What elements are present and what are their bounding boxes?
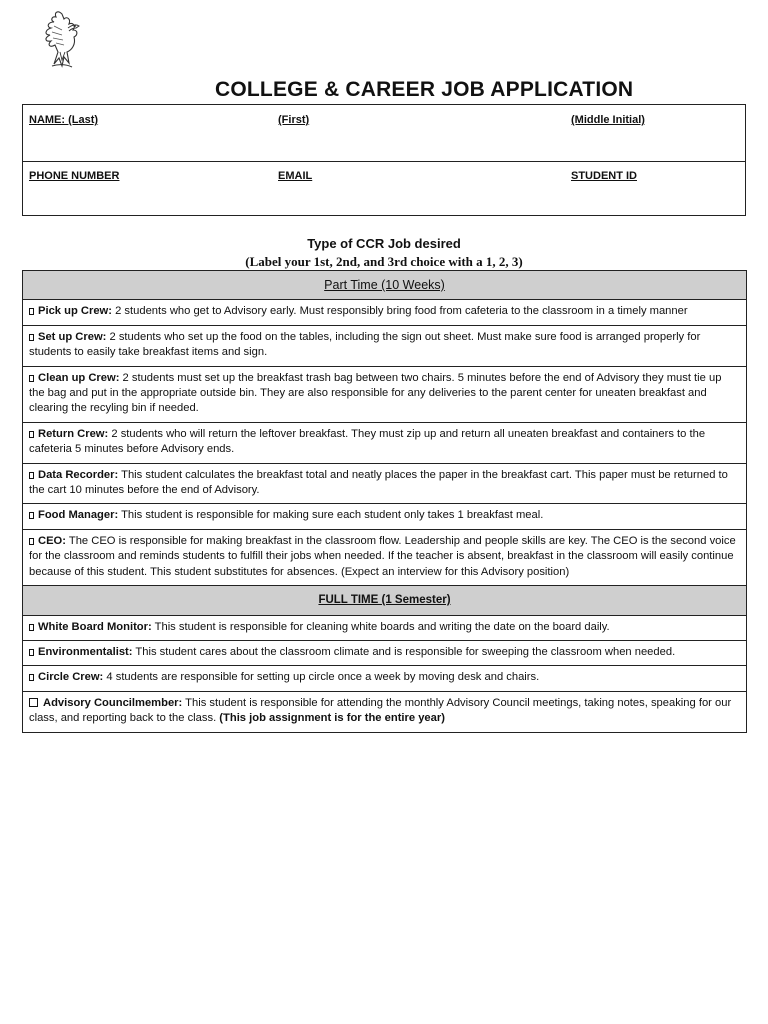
- job-description: The CEO is responsible for making breakfast in the classroom flow. Leadership and people skills are key. The CEO is the second voice for the classroom and reminds students to fulfill their jobs when needed. If the teacher is absent, breakfast in the classroom will easily continue because of this student. This student substitutes for absences. (Expect an interview for this Advisory position): [29, 534, 736, 578]
- table-row: [23, 615, 747, 640]
- job-name: Data Recorder:: [38, 468, 119, 481]
- table-row: [23, 366, 747, 422]
- job-cell-pick-up-crew: [23, 300, 747, 325]
- name-first-label: (First): [278, 114, 310, 126]
- job-description: 4 students are responsible for setting up circle once a week by moving desk and chairs.: [103, 671, 540, 684]
- job-cell-return-crew: [23, 422, 747, 463]
- checkbox-icon[interactable]: [29, 334, 34, 341]
- full-time-header-row: [23, 586, 747, 615]
- job-name: Return Crew:: [38, 427, 109, 440]
- name-last-label: NAME: (Last): [29, 114, 99, 126]
- checkbox-icon[interactable]: [29, 431, 34, 438]
- jobs-table: [22, 270, 747, 733]
- job-description: This student is responsible for making sure each student only takes 1 breakfast meal.: [118, 509, 544, 522]
- job-name: Food Manager:: [38, 509, 119, 522]
- table-row: [23, 691, 747, 732]
- table-row: [23, 640, 747, 665]
- job-cell-set-up-crew: [23, 325, 747, 366]
- job-cell-food-manager: [23, 504, 747, 529]
- table-row: [23, 300, 747, 325]
- job-description: 2 students who get to Advisory early. Must responsibly bring food from cafeteria to the classroom in a timely manner: [111, 305, 688, 318]
- job-type-title: Type of CCR Job desired: [307, 236, 461, 251]
- job-cell-data-recorder: [23, 463, 747, 504]
- job-cell-advisory-councilmember: [23, 691, 747, 732]
- job-description: This student is responsible for cleaning white boards and writing the date on the board daily.: [151, 620, 610, 633]
- student-info-box: [22, 104, 746, 216]
- table-row: [23, 422, 747, 463]
- table-row: [23, 504, 747, 529]
- checkbox-icon[interactable]: [29, 698, 38, 707]
- job-description: This student cares about the classroom climate and is responsible for sweeping the classroom when needed.: [132, 645, 676, 658]
- job-name: Circle Crew:: [38, 671, 104, 684]
- table-row: [23, 529, 747, 585]
- job-type-subtitle: (Label your 1st, 2nd, and 3rd choice with a 1, 2, 3): [245, 254, 523, 269]
- email-label: EMAIL: [278, 170, 313, 182]
- job-name: White Board Monitor:: [38, 620, 152, 633]
- checkbox-icon[interactable]: [29, 674, 34, 681]
- job-cell-clean-up-crew: [23, 366, 747, 422]
- job-name: Advisory Councilmember:: [43, 696, 183, 709]
- checkbox-icon[interactable]: [29, 624, 34, 631]
- checkbox-icon[interactable]: [29, 375, 34, 382]
- job-description: This student is responsible for attending the monthly Advisory Council meetings, taking notes, speaking for our class, and reporting back to the class.: [29, 696, 732, 725]
- form-title: COLLEGE & CAREER JOB APPLICATION: [215, 78, 634, 101]
- table-row: [23, 463, 747, 504]
- middle-initial-label: (Middle Initial): [571, 114, 645, 126]
- student-id-label: STUDENT ID: [571, 170, 637, 182]
- part-time-header-row: [23, 271, 747, 300]
- checkbox-icon[interactable]: [29, 538, 34, 545]
- eagle-logo-icon: [32, 8, 90, 72]
- checkbox-icon[interactable]: [29, 649, 34, 656]
- job-cell-circle-crew: [23, 666, 747, 691]
- job-name: Pick up Crew:: [38, 305, 112, 318]
- job-description: 2 students must set up the breakfast trash bag between two chairs. 5 minutes before the end of Advisory they must tie up the bag and put in the appropriate outside bin. They are also responsible for any deliveries to the parent center for uneaten breakfast and clearing the recyling bin if needed.: [29, 371, 722, 415]
- job-cell-ceo: [23, 529, 747, 585]
- full-time-header: FULL TIME (1 Semester): [23, 586, 747, 615]
- part-time-header: Part Time (10 Weeks): [23, 271, 747, 300]
- contact-row: [23, 161, 745, 217]
- name-row: [23, 105, 745, 162]
- job-cell-white-board-monitor: [23, 615, 747, 640]
- job-name: Set up Crew:: [38, 330, 107, 343]
- job-name: Environmentalist:: [38, 645, 133, 658]
- job-name: Clean up Crew:: [38, 371, 120, 384]
- checkbox-icon[interactable]: [29, 308, 34, 315]
- job-description: This student calculates the breakfast total and neatly places the paper in the breakfast cart. This paper must be returned to the cart 10 minutes before the end of Advisory.: [29, 468, 728, 497]
- job-note: (This job assignment is for the entire year): [219, 712, 445, 725]
- checkbox-icon[interactable]: [29, 472, 34, 479]
- job-name: CEO:: [38, 534, 66, 547]
- job-cell-environmentalist: [23, 640, 747, 665]
- checkbox-icon[interactable]: [29, 512, 34, 519]
- job-description: 2 students who set up the food on the tables, including the sign out sheet. Must make sure food is arranged properly for students to easily take breakfast items and sign.: [29, 330, 701, 359]
- job-description: 2 students who will return the leftover breakfast. They must zip up and return all uneaten breakfast and containers to the cafeteria 5 minutes before Advisory ends.: [29, 427, 706, 456]
- phone-label: PHONE NUMBER: [29, 170, 120, 182]
- table-row: [23, 666, 747, 691]
- table-row: [23, 325, 747, 366]
